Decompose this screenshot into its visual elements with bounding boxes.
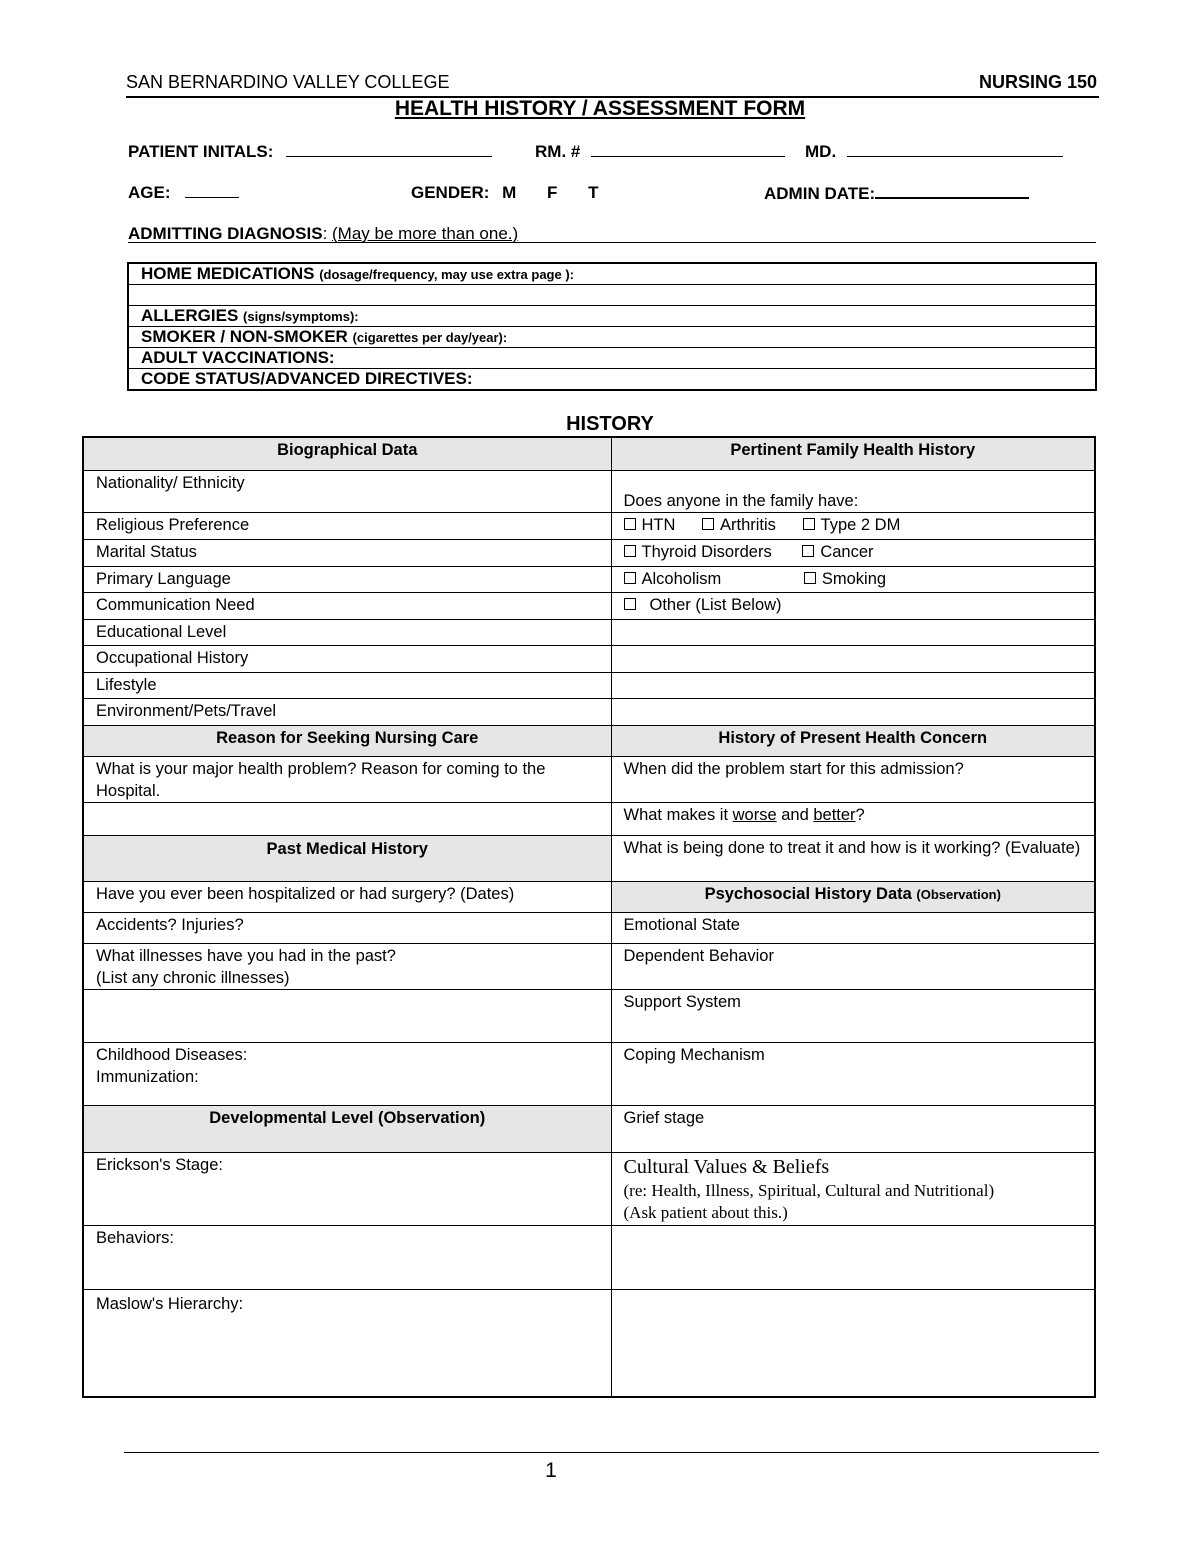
family-other-line-4[interactable] (611, 698, 1095, 725)
age-blank[interactable] (185, 183, 239, 198)
cultural-answer-2[interactable] (611, 1289, 1095, 1397)
language-cell[interactable] (83, 566, 611, 592)
cancer-checkbox[interactable] (802, 545, 814, 557)
gender-option-t[interactable]: T (588, 183, 599, 202)
allergies-label: ALLERGIES (141, 306, 239, 325)
smoker-note: (cigarettes per day/year): (352, 330, 508, 345)
nationality-label: Nationality/ Ethnicity (96, 473, 245, 492)
smoking-option[interactable] (804, 570, 886, 588)
cancer-option[interactable] (802, 543, 873, 561)
reason-header: Reason for Seeking Nursing Care (83, 725, 611, 756)
patient-initials-label: PATIENT INITALS: (128, 142, 274, 161)
footer-divider (124, 1452, 1099, 1453)
cultural-sub-1: (re: Health, Illness, Spiritual, Cultural and Nutritional) (623, 1180, 995, 1200)
arthritis-label: Arthritis (720, 515, 776, 534)
major-problem-answer[interactable] (83, 802, 611, 835)
table-row (83, 943, 1095, 989)
past-medical-header: Past Medical History (83, 835, 611, 881)
better-word: better (813, 805, 856, 824)
grief-cell[interactable] (611, 1105, 1095, 1152)
arthritis-option[interactable] (702, 516, 776, 534)
table-row (83, 619, 1095, 645)
admin-date-field (764, 183, 1029, 204)
admitting-diagnosis-field[interactable] (128, 224, 1096, 243)
type2dm-label: Type 2 DM (820, 515, 901, 534)
table-row (83, 802, 1095, 835)
religious-cell[interactable] (83, 512, 611, 539)
nationality-cell[interactable] (83, 470, 611, 512)
smoker-label: SMOKER / NON-SMOKER (141, 327, 348, 346)
communication-cell[interactable] (83, 592, 611, 619)
form-title: HEALTH HISTORY / ASSESSMENT FORM (394, 97, 806, 120)
major-problem-cell[interactable] (83, 756, 611, 802)
thyroid-checkbox[interactable] (624, 545, 636, 557)
behaviors-cell[interactable] (83, 1225, 611, 1289)
worse-word: worse (732, 805, 777, 824)
other-label: Other (List Below) (649, 595, 782, 614)
psychosocial-note: (Observation) (916, 886, 1001, 902)
history-table (82, 436, 1096, 1398)
other-checkbox[interactable] (624, 598, 636, 610)
environment-label: Environment/Pets/Travel (96, 701, 277, 720)
gender-option-m[interactable]: M (502, 183, 517, 202)
marital-label: Marital Status (96, 542, 197, 561)
and-word: and (776, 805, 814, 824)
home-medications-label: HOME MEDICATIONS (141, 264, 315, 283)
dependent-cell[interactable] (611, 943, 1095, 989)
table-row (83, 645, 1095, 672)
other-option[interactable] (624, 596, 782, 614)
illnesses-cell[interactable] (83, 943, 611, 989)
home-medications-note: (dosage/frequency, may use extra page ): (319, 267, 574, 282)
developmental-header: Developmental Level (Observation) (83, 1105, 611, 1152)
environment-cell[interactable] (83, 698, 611, 725)
age-field (128, 183, 239, 203)
present-concern-header: History of Present Health Concern (611, 725, 1095, 756)
hospitalized-label: Have you ever been hospitalized or had surgery? (Dates) (96, 884, 515, 903)
worse-better-pre: What makes it (623, 805, 733, 824)
coping-label: Coping Mechanism (623, 1045, 765, 1064)
question-mark: ? (855, 805, 865, 824)
allergies-note: (signs/symptoms): (243, 309, 359, 324)
admin-date-blank[interactable] (875, 183, 1029, 199)
htn-option[interactable] (624, 516, 676, 534)
hospitalized-cell[interactable] (83, 881, 611, 912)
table-row (83, 1289, 1095, 1397)
illnesses-answer[interactable] (83, 989, 611, 1042)
table-row (83, 437, 1095, 470)
admitting-diagnosis-colon: : (322, 224, 333, 243)
illnesses-line-1: What illnesses have you had in the past? (96, 946, 396, 965)
admitting-diagnosis-note: (May be more than one.) (332, 224, 519, 243)
gender-field (411, 183, 599, 203)
lifestyle-cell[interactable] (83, 672, 611, 698)
home-medications-row[interactable] (129, 264, 1095, 285)
smoking-label: Smoking (821, 569, 887, 588)
table-row (83, 835, 1095, 881)
maslow-label: Maslow's Hierarchy: (96, 1294, 244, 1313)
support-cell[interactable] (611, 989, 1095, 1042)
problem-start-label: When did the problem start for this admission? (623, 759, 964, 778)
biographical-data-header: Biographical Data (83, 437, 611, 470)
course-name: NURSING 150 (978, 72, 1097, 92)
arthritis-checkbox[interactable] (702, 518, 714, 530)
family-question-cell (611, 470, 1095, 512)
table-row (83, 989, 1095, 1042)
md-blank[interactable] (847, 142, 1063, 157)
major-problem-label: What is your major health problem? Reason for coming to the Hospital. (96, 759, 546, 800)
marital-cell[interactable] (83, 539, 611, 566)
form-title-wrap (0, 97, 1200, 121)
table-row (83, 672, 1095, 698)
medications-box (127, 262, 1097, 391)
md-field (805, 142, 1063, 162)
table-row (83, 756, 1095, 802)
smoking-checkbox[interactable] (804, 572, 816, 584)
family-other-line-2[interactable] (611, 645, 1095, 672)
thyroid-label: Thyroid Disorders (641, 542, 772, 561)
code-status-label: CODE STATUS/ADVANCED DIRECTIVES: (141, 369, 473, 388)
cultural-cell[interactable] (611, 1152, 1095, 1225)
treatment-label: What is being done to treat it and how is it working? (Evaluate) (623, 838, 1081, 857)
page-header (126, 72, 1099, 98)
vaccinations-label: ADULT VACCINATIONS: (141, 348, 335, 367)
code-status-row[interactable] (129, 369, 1095, 389)
worse-better-cell[interactable] (611, 802, 1095, 835)
childhood-label: Childhood Diseases: (96, 1045, 248, 1064)
psychosocial-header (611, 881, 1095, 912)
patient-initials-blank[interactable] (286, 142, 492, 157)
table-row (83, 1225, 1095, 1289)
college-name: SAN BERNARDINO VALLEY COLLEGE (126, 72, 450, 92)
maslow-cell[interactable] (83, 1289, 611, 1397)
communication-label: Communication Need (96, 595, 255, 614)
md-label: MD. (805, 142, 837, 161)
htn-label: HTN (641, 515, 676, 534)
table-row (83, 698, 1095, 725)
room-label: RM. # (535, 142, 581, 161)
alcoholism-checkbox[interactable] (624, 572, 636, 584)
admin-date-label: ADMIN DATE: (764, 184, 876, 203)
emotional-cell[interactable] (611, 912, 1095, 943)
vaccinations-row[interactable] (129, 348, 1095, 369)
family-conditions-row-1 (611, 512, 1095, 539)
family-question: Does anyone in the family have: (623, 491, 859, 510)
cultural-answer-1[interactable] (611, 1225, 1095, 1289)
admitting-diagnosis-label: ADMITTING DIAGNOSIS (128, 224, 323, 243)
table-row (83, 725, 1095, 756)
type2dm-option[interactable] (803, 516, 901, 534)
language-label: Primary Language (96, 569, 231, 588)
table-row (83, 592, 1095, 619)
htn-checkbox[interactable] (624, 518, 636, 530)
alcoholism-option[interactable] (624, 570, 722, 588)
emotional-label: Emotional State (623, 915, 740, 934)
cultural-title: Cultural Values & Beliefs (623, 1155, 830, 1178)
cancer-label: Cancer (820, 542, 874, 561)
table-row (83, 912, 1095, 943)
history-title: HISTORY (566, 413, 654, 435)
thyroid-option[interactable] (624, 543, 772, 561)
table-row (83, 1042, 1095, 1105)
table-row (83, 470, 1095, 512)
occupation-label: Occupational History (96, 648, 249, 667)
erickson-cell[interactable] (83, 1152, 611, 1225)
patient-initials-field (128, 142, 492, 162)
home-medications-extra-row[interactable] (129, 285, 1095, 306)
problem-start-cell[interactable] (611, 756, 1095, 802)
age-label: AGE: (128, 183, 171, 202)
family-conditions-row-2 (611, 539, 1095, 566)
erickson-label: Erickson's Stage: (96, 1155, 223, 1174)
table-row (83, 512, 1095, 539)
lifestyle-label: Lifestyle (96, 675, 157, 694)
childhood-cell[interactable] (83, 1042, 611, 1105)
occupation-cell[interactable] (83, 645, 611, 672)
religious-label: Religious Preference (96, 515, 250, 534)
treatment-cell[interactable] (611, 835, 1095, 881)
table-row (83, 566, 1095, 592)
coping-cell[interactable] (611, 1042, 1095, 1105)
room-blank[interactable] (591, 142, 785, 157)
room-field (535, 142, 785, 162)
education-label: Educational Level (96, 622, 227, 641)
dependent-label: Dependent Behavior (623, 946, 774, 965)
table-row (83, 1105, 1095, 1152)
behaviors-label: Behaviors: (96, 1228, 174, 1247)
illnesses-line-2: (List any chronic illnesses) (96, 968, 290, 987)
cultural-sub-2: (Ask patient about this.) (623, 1202, 788, 1222)
gender-label: GENDER: (411, 183, 490, 202)
gender-option-f[interactable]: F (547, 183, 558, 202)
grief-label: Grief stage (623, 1108, 705, 1127)
table-row (83, 881, 1095, 912)
accidents-cell[interactable] (83, 912, 611, 943)
family-history-header: Pertinent Family Health History (611, 437, 1095, 470)
table-row (83, 1152, 1095, 1225)
type2dm-checkbox[interactable] (803, 518, 815, 530)
allergies-row[interactable] (129, 306, 1095, 327)
psychosocial-title: Psychosocial History Data (704, 884, 912, 903)
family-conditions-row-3 (611, 566, 1095, 592)
support-label: Support System (623, 992, 741, 1011)
smoker-row[interactable] (129, 327, 1095, 348)
family-conditions-row-4 (611, 592, 1095, 619)
table-row (83, 539, 1095, 566)
family-other-line-1[interactable] (611, 619, 1095, 645)
alcoholism-label: Alcoholism (641, 569, 722, 588)
immunization-label: Immunization: (96, 1067, 199, 1086)
accidents-label: Accidents? Injuries? (96, 915, 244, 934)
education-cell[interactable] (83, 619, 611, 645)
page-number: 1 (545, 1459, 557, 1482)
family-other-line-3[interactable] (611, 672, 1095, 698)
